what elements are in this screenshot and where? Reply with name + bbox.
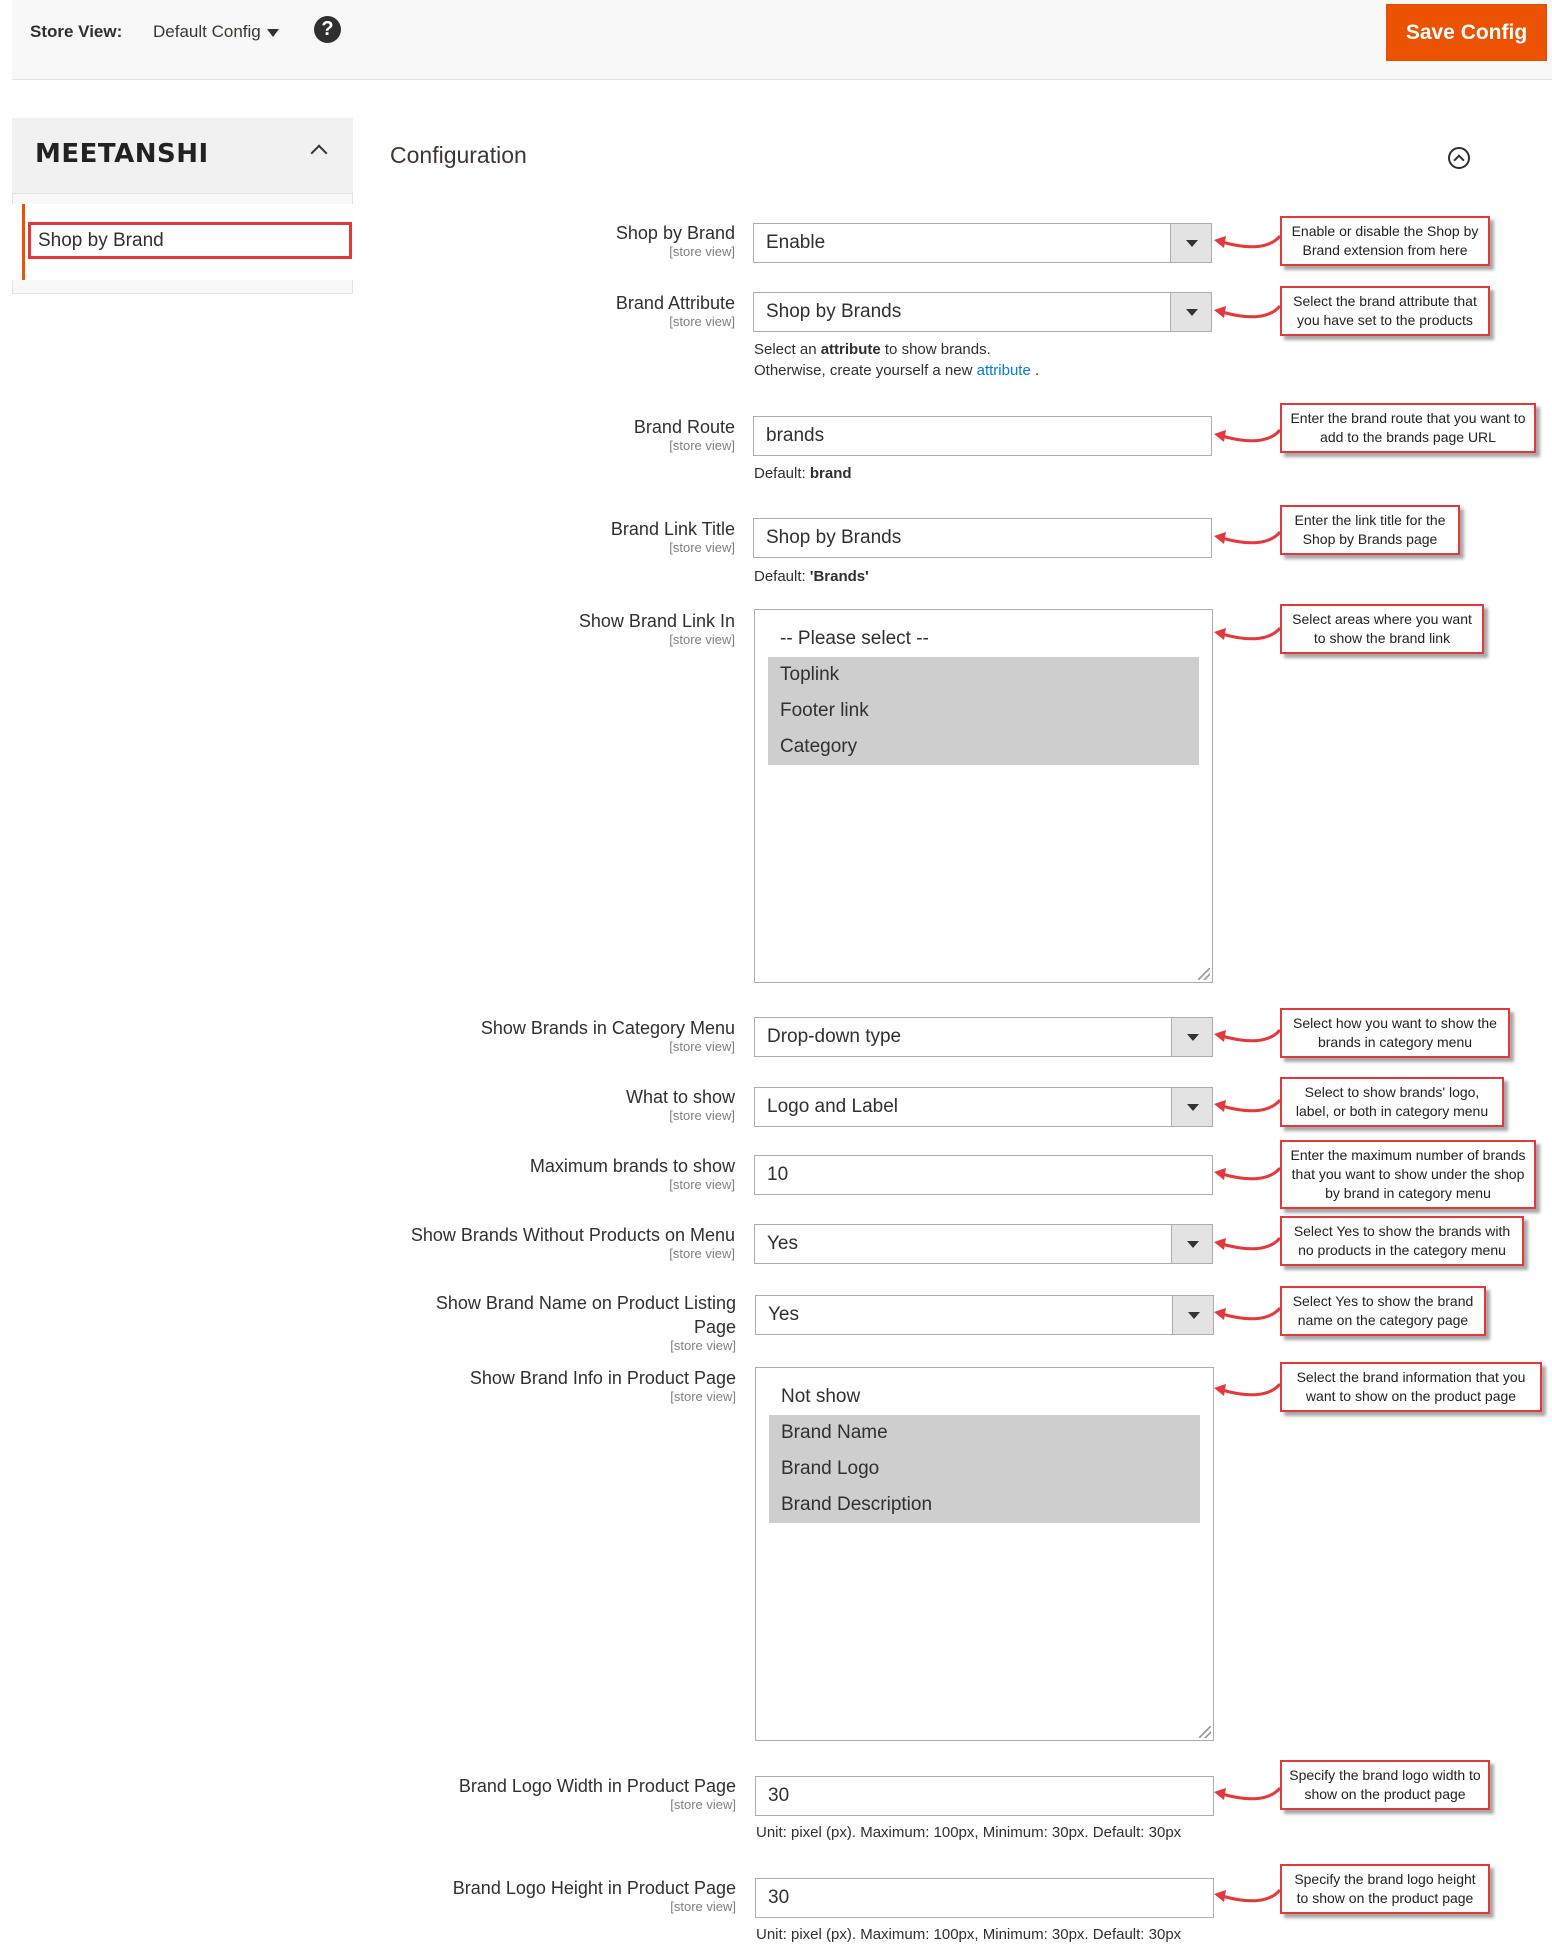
select-arrow-icon[interactable] (1170, 223, 1212, 263)
without-products-select[interactable]: Yes (754, 1224, 1213, 1264)
annotation-callout: Enter the maximum number of brands that you want to show under the shop by brand in category menu (1280, 1140, 1536, 1209)
arrow-icon (1210, 1160, 1280, 1190)
what-to-show-select[interactable]: Logo and Label (754, 1087, 1213, 1127)
caret-down-icon[interactable] (267, 29, 279, 37)
field-label: Page (693, 1317, 736, 1337)
logo-height-input[interactable]: 30 (755, 1878, 1214, 1918)
store-view-switcher[interactable]: Default Config (153, 22, 261, 41)
annotation-callout: Enter the brand route that you want to add to the brands page URL (1280, 403, 1536, 453)
select-arrow-icon[interactable] (1171, 1087, 1213, 1127)
field-note: Unit: pixel (px). Maximum: 100px, Minimum: 30px. Default: 30px (756, 1824, 1182, 1841)
arrow-icon (1210, 620, 1280, 650)
multiselect-option[interactable]: Brand Description (769, 1487, 1200, 1523)
sidebar-item-shop-by-brand[interactable]: Shop by Brand (28, 222, 352, 259)
brand-link-title-input[interactable]: Shop by Brands (753, 518, 1212, 558)
arrow-icon (1210, 1022, 1280, 1052)
field-label: Brand Route (633, 417, 735, 437)
field-label: Brand Logo Height in Product Page (452, 1878, 736, 1898)
brand-info-multiselect[interactable] (755, 1367, 1214, 1741)
help-icon[interactable]: ? (314, 16, 341, 43)
meetanshi-logo: MEETANSHI (35, 139, 209, 169)
annotation-callout: Select Yes to show the brands with no products in the category menu (1280, 1216, 1524, 1266)
category-menu-type-select[interactable]: Drop-down type (754, 1017, 1213, 1057)
field-label: What to show (625, 1087, 735, 1107)
arrow-icon (1210, 1882, 1280, 1912)
brand-route-input[interactable]: brands (753, 416, 1212, 456)
annotation-callout: Select to show brands' logo, label, or both in category menu (1280, 1077, 1504, 1127)
arrow-icon (1210, 1300, 1280, 1330)
brand-link-multiselect[interactable] (754, 609, 1213, 983)
field-note: Select an attribute to show brands. (754, 341, 991, 358)
attribute-link[interactable]: attribute (976, 362, 1031, 379)
scope-label: [store view] (669, 540, 735, 555)
annotation-callout: Select the brand attribute that you have set to the products (1280, 286, 1490, 336)
arrow-icon (1210, 228, 1280, 258)
scope-label: [store view] (670, 1389, 736, 1404)
annotation-callout: Enable or disable the Shop by Brand extension from here (1280, 216, 1490, 266)
select-arrow-icon[interactable] (1171, 1017, 1213, 1057)
annotation-callout: Enter the link title for the Shop by Brands page (1280, 505, 1460, 555)
scope-label: [store view] (669, 1108, 735, 1123)
field-label: Brand Link Title (610, 519, 735, 539)
annotation-callout: Select how you want to show the brands in category menu (1280, 1008, 1510, 1058)
field-label: Show Brand Link In (578, 611, 735, 631)
arrow-icon (1210, 1092, 1280, 1122)
multiselect-option[interactable]: Footer link (768, 693, 1199, 729)
field-default-note: Default: brand (754, 465, 852, 482)
scope-label: [store view] (669, 1246, 735, 1261)
annotation-callout: Select areas where you want to show the brand link (1280, 604, 1484, 654)
scope-label: [store view] (669, 438, 735, 453)
select-arrow-icon[interactable] (1170, 292, 1212, 332)
scope-label: [store view] (669, 632, 735, 647)
collapse-section-icon[interactable] (1448, 147, 1470, 169)
active-indicator (22, 204, 25, 280)
arrow-icon (1210, 524, 1280, 554)
section-title[interactable]: Configuration (390, 142, 527, 168)
resize-handle-icon[interactable] (1198, 968, 1210, 980)
multiselect-option[interactable]: Not show (781, 1386, 861, 1407)
scope-label: [store view] (670, 1797, 736, 1812)
field-label: Brand Logo Width in Product Page (458, 1776, 736, 1796)
field-label: Show Brands Without Products on Menu (410, 1225, 735, 1245)
multiselect-option[interactable]: Category (768, 729, 1199, 765)
field-label: Show Brand Info in Product Page (469, 1368, 736, 1388)
field-label: Brand Attribute (615, 293, 735, 313)
multiselect-option[interactable]: -- Please select -- (780, 628, 929, 649)
scope-label: [store view] (669, 314, 735, 329)
logo-width-input[interactable]: 30 (755, 1776, 1214, 1816)
scope-label: [store view] (670, 1899, 736, 1914)
multiselect-option[interactable]: Brand Name (769, 1415, 1200, 1451)
arrow-icon (1210, 298, 1280, 328)
scope-label: [store view] (669, 244, 735, 259)
multiselect-option[interactable]: Toplink (768, 657, 1199, 693)
brand-attribute-select[interactable]: Shop by Brands (753, 292, 1212, 332)
shop-by-brand-select[interactable]: Enable (753, 223, 1212, 263)
annotation-callout: Specify the brand logo height to show on the product page (1280, 1864, 1490, 1914)
arrow-icon (1210, 422, 1280, 452)
field-label: Shop by Brand (615, 223, 735, 243)
annotation-callout: Specify the brand logo width to show on the product page (1280, 1760, 1490, 1810)
field-label: Show Brand Name on Product Listing (435, 1293, 736, 1313)
annotation-callout: Select the brand information that you want to show on the product page (1280, 1362, 1542, 1412)
field-label: Maximum brands to show (529, 1156, 735, 1176)
max-brands-input[interactable]: 10 (754, 1155, 1213, 1195)
name-on-listing-select[interactable]: Yes (755, 1295, 1214, 1335)
arrow-icon (1210, 1780, 1280, 1810)
scope-label: [store view] (669, 1039, 735, 1054)
field-default-note: Default: 'Brands' (754, 568, 869, 585)
multiselect-option[interactable]: Brand Logo (769, 1451, 1200, 1487)
arrow-icon (1210, 1376, 1280, 1406)
select-arrow-icon[interactable] (1172, 1295, 1214, 1335)
field-note: Otherwise, create yourself a new attribute . (754, 362, 1040, 379)
arrow-icon (1210, 1230, 1280, 1260)
field-note: Unit: pixel (px). Maximum: 100px, Minimum: 30px. Default: 30px (756, 1926, 1182, 1943)
select-arrow-icon[interactable] (1171, 1224, 1213, 1264)
scope-label: [store view] (670, 1338, 736, 1353)
save-config-button[interactable]: Save Config (1386, 4, 1547, 61)
annotation-callout: Select Yes to show the brand name on the category page (1280, 1286, 1486, 1336)
store-view-label: Store View: (30, 22, 123, 41)
field-label: Show Brands in Category Menu (480, 1018, 735, 1038)
scope-label: [store view] (669, 1177, 735, 1192)
resize-handle-icon[interactable] (1199, 1726, 1211, 1738)
